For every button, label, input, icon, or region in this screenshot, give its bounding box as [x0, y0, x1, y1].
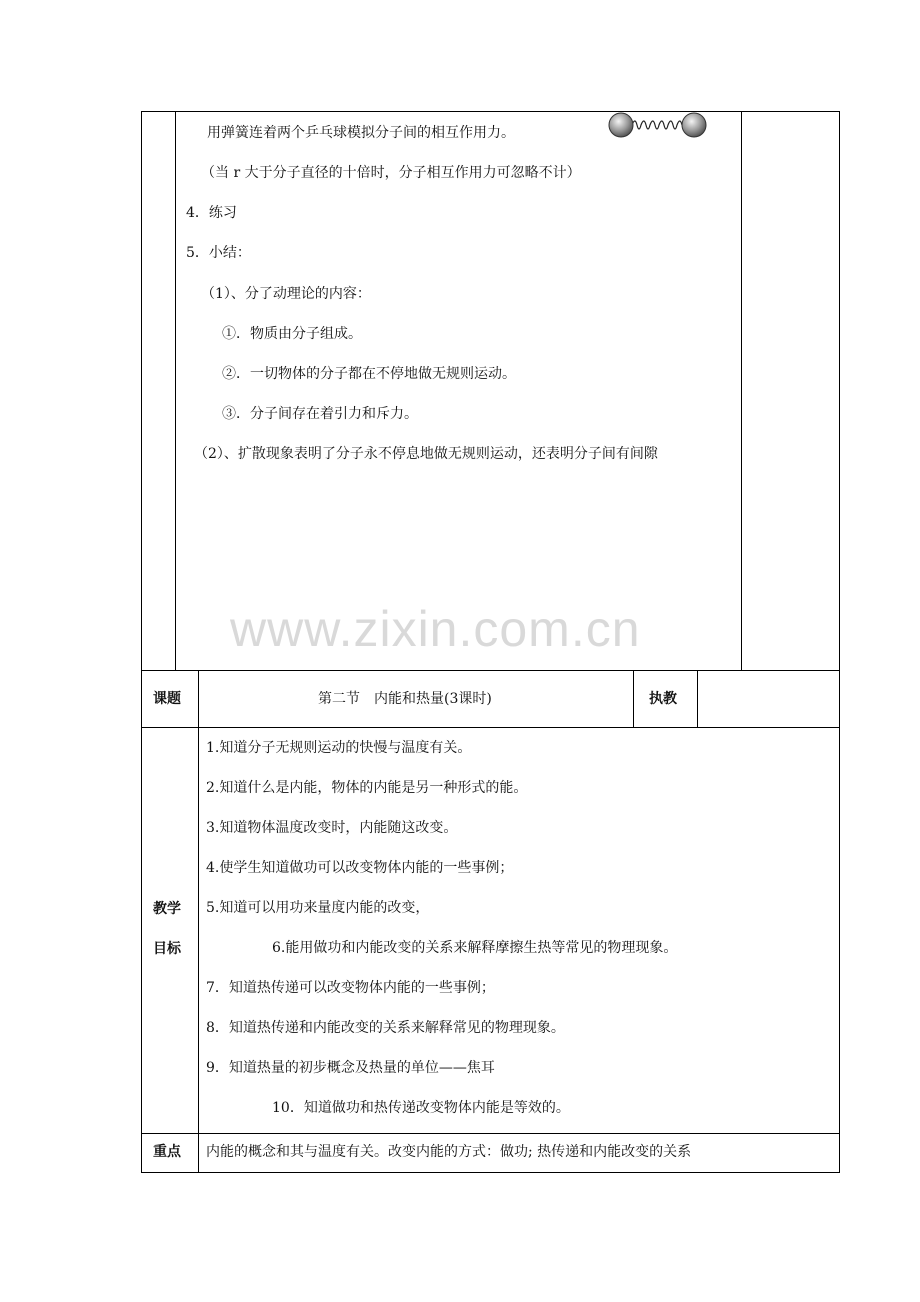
goal-item-9: 9．知道热量的初步概念及热量的单位——焦耳	[206, 1060, 495, 1076]
key-points-label: 重点	[153, 1144, 181, 1160]
goal-item-8: 8．知道热传递和内能改变的关系来解释常见的物理现象。	[206, 1020, 565, 1036]
upper-line-8: ③．分子间存在着引力和斥力。	[222, 406, 418, 422]
goal-item-4: 4.使学生知道做功可以改变物体内能的一些事例；	[206, 860, 514, 876]
upper-line-7: ②．一切物体的分子都在不停地做无规则运动。	[222, 366, 516, 382]
spring-balls-icon	[608, 110, 708, 140]
goal-item-7: 7．知道热传递可以改变物体内能的一些事例；	[206, 980, 495, 996]
key-points-text: 内能的概念和其与温度有关。改变内能的方式：做功; 热传递和内能改变的关系	[206, 1144, 692, 1160]
table-border-bottom	[141, 1172, 840, 1173]
upper-line-6: ①．物质由分子组成。	[222, 326, 362, 342]
goal-item-5: 5.知道可以用功来量度内能的改变，	[206, 900, 430, 916]
upper-line-5: （1）、分了动理论的内容：	[201, 286, 371, 302]
row-divider-1	[141, 670, 840, 671]
goals-label-line1: 教学	[153, 901, 181, 917]
goal-item-1: 1.知道分子无规则运动的快慢与温度有关。	[206, 740, 472, 756]
upper-line-9: （2）、扩散现象表明了分子永不停息地做无规则运动，还表明分子间有间隙	[194, 446, 658, 462]
table-border-top	[141, 111, 840, 112]
inner-border-left	[175, 111, 176, 670]
goal-item-2: 2.知道什么是内能，物体的内能是另一种形式的能。	[206, 780, 528, 796]
row-divider-3	[141, 1133, 840, 1134]
row-divider-2	[141, 727, 840, 728]
table-border-left	[141, 111, 142, 1173]
lesson-title: 第二节 内能和热量(3课时)	[318, 691, 492, 707]
goal-item-10: 10．知道做功和热传递改变物体内能是等效的。	[272, 1100, 570, 1116]
table-border-right	[839, 111, 840, 1173]
goal-item-6: 6.能用做功和内能改变的关系来解释摩擦生热等常见的物理现象。	[272, 940, 678, 956]
lesson-label: 课题	[153, 691, 181, 707]
label-column-divider	[198, 670, 199, 1173]
watermark: www.zixin.com.cn	[230, 601, 641, 657]
upper-line-4: 5．小结：	[186, 245, 251, 261]
upper-line-3: 4．练习	[186, 205, 237, 221]
teacher-label-right	[697, 670, 698, 727]
goal-item-3: 3.知道物体温度改变时，内能随这改变。	[206, 820, 458, 836]
goals-label-line2: 目标	[153, 941, 181, 957]
teacher-label-left	[633, 670, 634, 727]
teacher-label: 执教	[649, 691, 677, 707]
upper-line-1: 用弹簧连着两个乒乓球模拟分子间的相互作用力。	[207, 125, 515, 141]
inner-border-right	[741, 111, 742, 670]
upper-line-2: （当 r 大于分子直径的十倍时，分子相互作用力可忽略不计）	[201, 165, 581, 181]
